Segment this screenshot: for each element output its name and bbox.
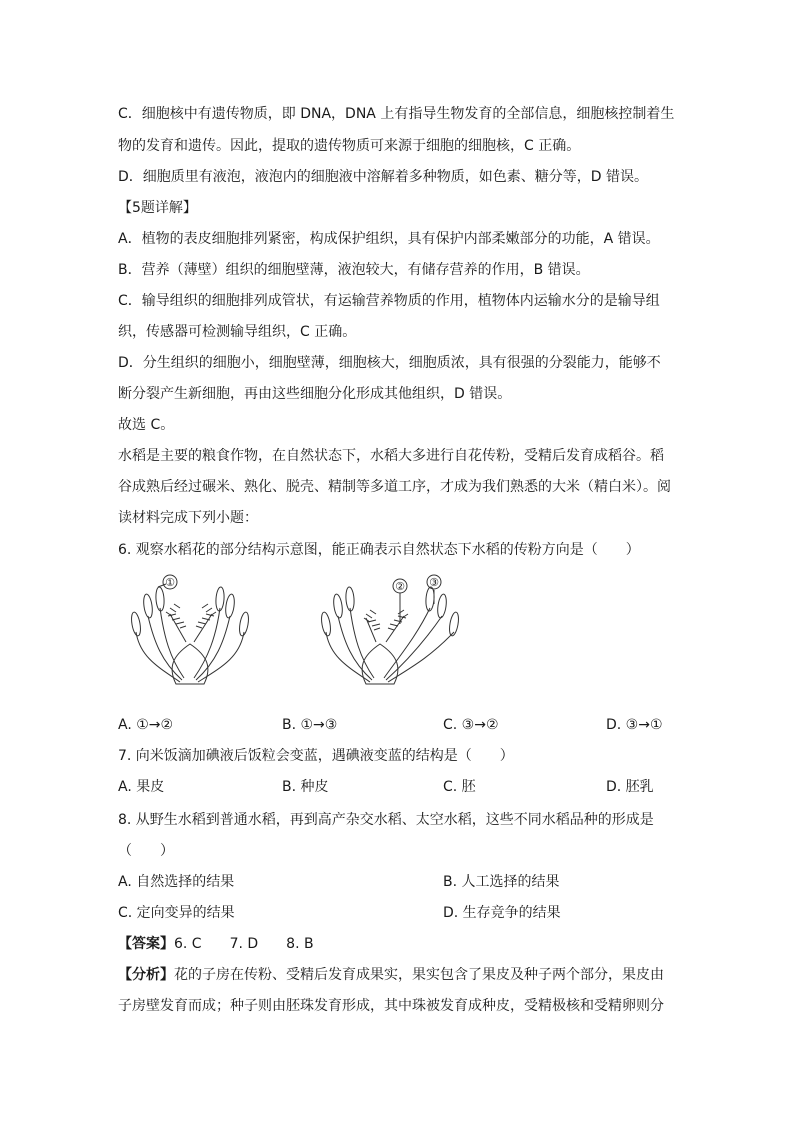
rice-flower-figure [118,572,478,692]
c-option-line-2: 物的发育和遗传。因此，提取的遗传物质可来源于细胞的细胞核，C 正确。 [118,138,581,154]
q5-d-line-2: 断分裂产生新细胞，再由这些细胞分化形成其他组织，D 错误。 [118,386,512,402]
answer-values: 6. C 7. D 8. B [174,936,314,952]
q6-option-d: D. ③→① [606,717,663,733]
q7-option-b: B. 种皮 [282,779,329,795]
q5-c-line-1: C．输导组织的细胞排列成管状，有运输营养物质的作用，植物体内运输水分的是输导组 [118,293,660,309]
analysis-text-1: 花的子房在传粉、受精后发育成果实，果实包含了果皮及种子两个部分，果皮由 [174,967,664,983]
label-3: ③ [429,576,439,589]
left-flower-diagram [130,575,250,684]
question-8-line-1: 8. 从野生水稻到普通水稻，再到高产杂交水稻、太空水稻，这些不同水稻品种的形成是 [118,812,654,828]
left-stigma-feather [166,604,216,628]
question-7: 7. 向米饭滴加碘液后饭粒会变蓝，遇碘液变蓝的结构是（ ） [118,748,514,764]
c-option-line-1: C．细胞核中有遗传物质，即 DNA，DNA 上有指导生物发育的全部信息，细胞核控制着生 [118,106,675,122]
q8-option-b: B. 人工选择的结果 [443,874,560,890]
q8-option-a: A. 自然选择的结果 [118,874,235,890]
answer-label: 【答案】 [118,936,174,952]
analysis-line-2: 子房壁发育而成；种子则由胚珠发育形成，其中珠被发育成种皮，受精极核和受精卵则分 [118,998,664,1014]
q7-option-d: D. 胚乳 [606,779,654,795]
passage-line-1: 水稻是主要的粮食作物，在自然状态下，水稻大多进行自花传粉，受精后发育成稻谷。稻 [118,448,664,464]
q6-option-b: B. ①→③ [282,717,338,733]
question-6: 6. 观察水稻花的部分结构示意图，能正确表示自然状态下水稻的传粉方向是（ ） [118,542,640,558]
q5-a: A．植物的表皮细胞排列紧密，构成保护组织，具有保护内部柔嫩部分的功能，A 错误。 [118,231,660,247]
q5-b: B．营养（薄壁）组织的细胞壁薄，液泡较大，有储存营养的作用，B 错误。 [118,262,590,278]
analysis-label: 【分析】 [118,967,174,983]
q6-option-a: A. ①→② [118,717,174,733]
q5-d-line-1: D．分生组织的细胞小，细胞壁薄，细胞核大，细胞质浓，具有很强的分裂能力，能够不 [118,355,661,371]
d-option-line: D．细胞质里有液泡，液泡内的细胞液中溶解着多种物质，如色素、糖分等，D 错误。 [118,169,649,185]
passage-line-3: 读材料完成下列小题： [118,510,258,526]
q7-option-a: A. 果皮 [118,779,165,795]
label-2: ② [395,580,405,593]
answer-line [118,934,314,954]
q8-option-d: D. 生存竞争的结果 [443,905,561,921]
right-flower-diagram [320,575,460,684]
analysis-line-1 [118,965,664,985]
question-8-line-2: （ ） [118,843,174,859]
passage-line-2: 谷成熟后经过碾米、熟化、脱壳、精制等多道工序，才成为我们熟悉的大米（精白米）。阅 [118,479,671,495]
q5-c-line-2: 织，传感器可检测输导组织，C 正确。 [118,324,357,340]
q7-option-c: C. 胚 [443,779,476,795]
label-1: ① [165,576,175,589]
q6-option-c: C. ③→② [443,717,499,733]
q5-header: 【5题详解】 [118,200,197,216]
q5-choice: 故选 C。 [118,417,175,433]
q8-option-c: C. 定向变异的结果 [118,905,235,921]
